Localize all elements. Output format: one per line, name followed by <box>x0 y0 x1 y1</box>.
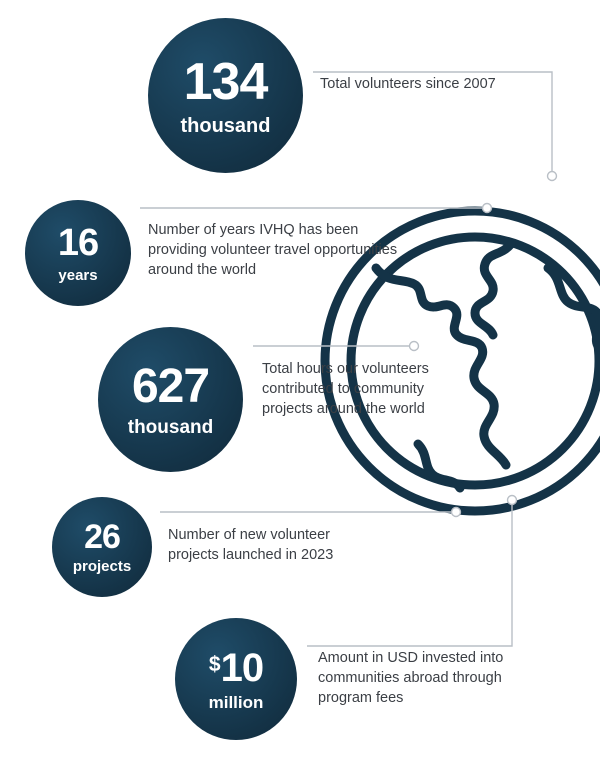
stat-caption-projects: Number of new volunteer projects launched in 2023 <box>168 527 334 563</box>
stat-unit-years: years <box>58 266 98 284</box>
stat-unit-projects: projects <box>72 558 132 575</box>
stat-caption-years: Number of years IVHQ has been providing volunteer travel opportunities around the world <box>148 222 398 278</box>
stat-unit-hours: thousand <box>127 416 214 438</box>
stat-number-row-investment <box>208 645 264 690</box>
stat-number-investment: 10 <box>220 645 264 690</box>
stat-unit-volunteers: thousand <box>180 114 271 137</box>
stat-circle-volunteers <box>148 18 303 173</box>
stat-circle-hours <box>98 327 243 472</box>
stat-circle-years <box>25 200 131 306</box>
currency-symbol: $ <box>208 652 221 676</box>
stat-circle-investment <box>175 618 297 740</box>
stat-caption-hours: Total hours our volunteers contributed to community projects around the world <box>262 361 429 417</box>
stat-unit-investment: million <box>208 692 264 712</box>
stat-number-projects: 26 <box>84 518 120 556</box>
stat-number-years: 16 <box>57 221 99 264</box>
stat-caption-investment: Amount in USD invested into communities abroad through program fees <box>318 650 504 706</box>
stat-number-hours: 627 <box>131 359 210 413</box>
stat-circle-projects <box>52 497 152 597</box>
stat-caption-volunteers: Total volunteers since 2007 <box>320 76 496 92</box>
stat-number-volunteers: 134 <box>183 52 268 111</box>
